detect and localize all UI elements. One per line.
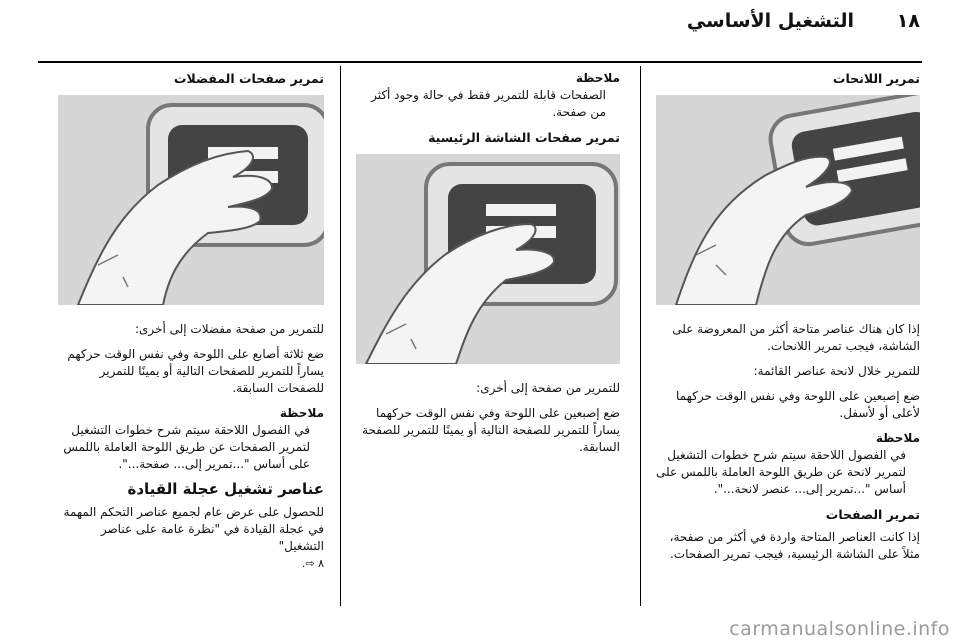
- note-heading: ملاحظة: [575, 71, 620, 85]
- note-heading: ملاحظة: [875, 431, 920, 445]
- page-title: التشغيل الأساسي: [686, 10, 854, 32]
- section-heading-steering-controls: عناصر تشغيل عجلة القيادة: [127, 480, 324, 498]
- section-heading-home-scroll: تمرير صفحات الشاشة الرئيسية: [428, 130, 620, 145]
- touchpad-three-finger-illustration: [58, 95, 324, 305]
- section-heading-list-scroll: تمرير اللانحات: [832, 71, 920, 86]
- home-scroll-gesture: ضع إصبعين على اللوحة وفي نفس الوقت حركهما يساراً للتمرير للصفحة التالية أو يمينًا للتمرير للصفحة السابقة.: [362, 406, 620, 454]
- list-scroll-intro: إذا كان هناك عناصر متاحة أكثر من المعروضة على الشاشة، فيجب تمرير اللانحات.: [672, 322, 920, 353]
- list-scroll-instruction: للتمرير خلال لانحة عناصر القائمة:: [753, 364, 920, 378]
- column-divider-right: [640, 66, 641, 606]
- section-heading-page-scroll: تمرير الصفحات: [825, 507, 920, 522]
- column-right: [656, 70, 920, 571]
- note-text: في الفصول اللاحقة سيتم شرح خطوات التشغيل لتمرير لانحة عن طريق اللوحة العاملة باللمس على أساس "...تمرير إلى... عنصر لانحة...".: [656, 448, 906, 496]
- touchpad-two-finger-horizontal-illustration: [356, 154, 620, 364]
- touchpad-two-finger-vertical-illustration: [656, 95, 920, 305]
- page-number: ١٨: [896, 10, 920, 32]
- page-reference-arrow-icon: ٨ ⇨.: [301, 557, 324, 570]
- watermark: carmanualsonline.info: [729, 618, 950, 640]
- page-scroll-intro: إذا كانت العناصر المتاحة واردة في أكثر من صفحة، مثلاً على الشاشة الرئيسية، فيجب تمرير الصفحات.: [669, 530, 920, 561]
- favourites-scroll-gesture: ضع ثلاثة أصابع على اللوحة وفي نفس الوقت حركهم يساراً للتمرير للصفحات التالية أو يمينًا للتمرير للصفحات السابقة.: [67, 347, 324, 395]
- note-text: في الفصول اللاحقة سيتم شرح خطوات التشغيل لتمرير الصفحات عن طريق اللوحة العاملة باللمس على أساس "...تمرير إلى... صفحة...".: [63, 423, 310, 471]
- steering-controls-text: للحصول على عرض عام لجميع عناصر التحكم المهمة في عجلة القيادة في "نظرة عامة على عناصر التشغيل": [63, 505, 324, 553]
- column-left: [58, 70, 324, 580]
- favourites-scroll-intro: للتمرير من صفحة مفضلات إلى أخرى:: [134, 322, 324, 336]
- column-divider-left: [340, 66, 341, 606]
- note-text: الصفحات قابلة للتمرير فقط في حالة وجود أكثر من صفحة.: [371, 88, 606, 119]
- note-heading: ملاحظة: [279, 406, 324, 420]
- section-heading-favourites-scroll: تمرير صفحات المفضلات: [173, 71, 324, 86]
- home-scroll-intro: للتمرير من صفحة إلى أخرى:: [476, 381, 620, 395]
- column-middle: [356, 70, 620, 464]
- page-reference: [58, 555, 324, 572]
- list-scroll-gesture: ضع إصبعين على اللوحة وفي نفس الوقت حركهما لأعلى أو لأسفل.: [676, 389, 920, 420]
- header-rule: [38, 61, 922, 63]
